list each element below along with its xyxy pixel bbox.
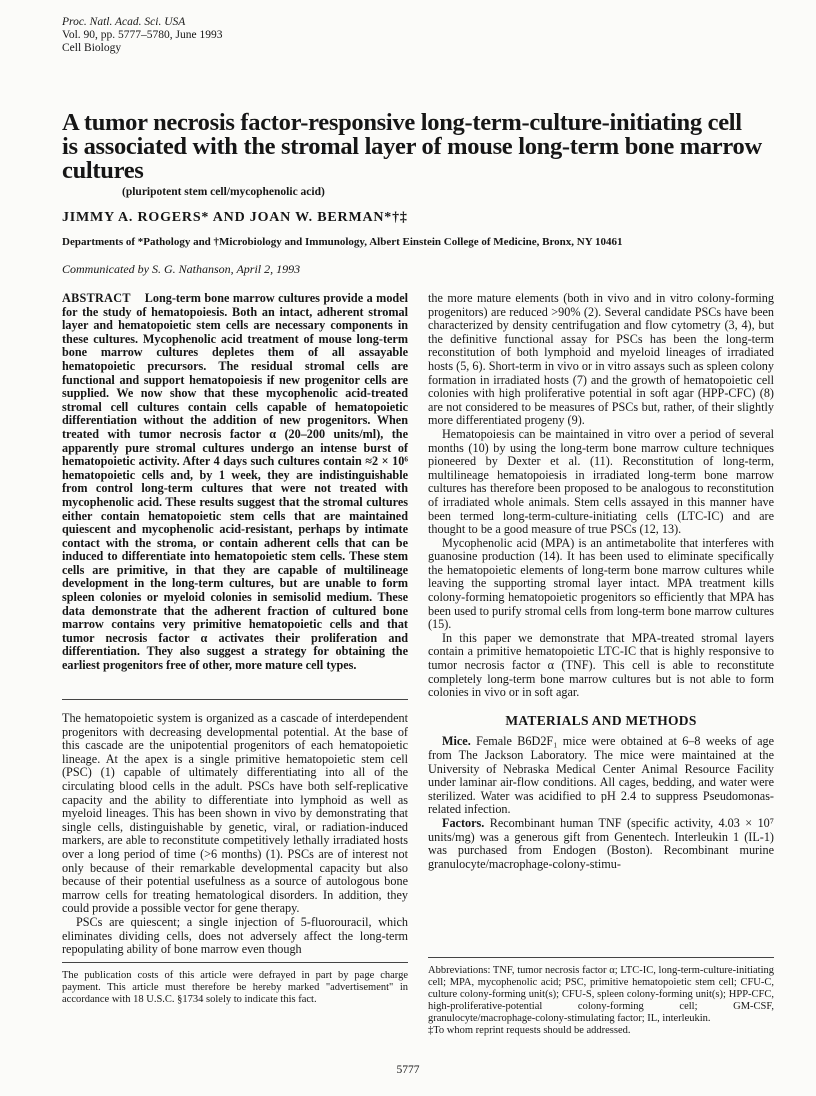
keywords: (pluripotent stem cell/mycophenolic acid) <box>122 186 325 198</box>
paragraph: In this paper we demonstrate that MPA-treated stromal layers contain a primitive hematopoietic LTC-IC that is highly responsive to tumor necrosis factor α (TNF). This cell is able to reconstitute completely long-term bone marrow cultures but is not able to form colonies in vivo or in soft agar. <box>428 630 774 700</box>
mice-text: Female B6D2F₁ mice were obtained at 6–8 weeks of age from The Jackson Laboratory. The mice were maintained at the University of Nebraska Medical Center Animal Resource Facility under laminar air-flow conditions. All cages, bedding, and water were sterilized. Water was acidified to pH 2.4 to suppress Pseudomonas-related infection. <box>428 734 774 817</box>
section-heading: MATERIALS AND METHODS <box>505 712 697 728</box>
journal-header <box>62 16 222 55</box>
abstract-text: Long-term bone marrow cultures provide a model for the study of hematopoiesis. Both an intact, adherent stromal layer and hematopoietic stem cells are necessary components in these cultures. Mycophenolic acid treatment of mouse long-term bone marrow cultures depletes them of all assayable hematopoietic precursors. The residual stromal cells are functional and support hematopoiesis if new progenitor cells are supplied. We now show that these mycophenolic acid-treated stromal cell cultures contain cells capable of hematopoietic differentiation without the addition of new progenitors. When treated with tumor necrosis factor α (20–200 units/ml), the apparently pure stromal cultures undergo an intense burst of hematopoietic activity. After 4 days such cultures contain ≈2 × 10⁶ hematopoietic cells and, by 1 week, they are indistinguishable from control long-term cultures that were not treated with mycophenolic acid. These results suggest that the stromal cultures either contain hematopoietic stem cells that are maintained quiescent and mycophenolic acid-resistant, perhaps by intimate contact with the stroma, or contain adherent cells that can be induced to differentiate into hematopoietic stem cells. These stem cells are primitive, in that they are capable of multilineage development in the long-term cultures, but are unable to form spleen colonies or myeloid colonies in semisolid medium. These data demonstrate that the adherent fraction of cultured bone marrow contains very primitive hematopoietic cells and that tumor necrosis factor α activates their proliferation and differentiation. They also suggest a strategy for obtaining the earliest progenitors free of other, more mature cell types. <box>62 291 408 673</box>
paragraph: PSCs are quiescent; a single injection of 5-fluorouracil, which eliminates dividing cells, does not adversely affect the long-term repopulating ability of bone marrow even though <box>62 914 408 957</box>
page-number: 5777 <box>396 1064 420 1076</box>
reprint-note: ‡To whom reprint requests should be addressed. <box>428 1025 631 1036</box>
factors-text: Recombinant human TNF (specific activity, 4.03 × 10⁷ units/mg) was a generous gift from Genentech. Interleukin 1 (IL-1) was purchased from Endogen (Boston). Recombinant murine granulocyte/macrophage-colony-stimu- <box>428 815 775 871</box>
paragraph <box>428 735 774 817</box>
paragraph: Hematopoiesis can be maintained in vitro over a period of several months (10) by using the long-term bone marrow culture techniques pioneered by Dexter et al. (11). Reconstitution of long-term, multilineage hematopoiesis in irradiated long-term bone marrow cultures has therefore been proposed to be analogous to reconstitution of irradiated whole animals. Stem cells assayed in this manner have been termed long-term-culture-initiating cells (LTC-IC) and are thought to be a good measure of true PSCs (12, 13). <box>428 426 774 537</box>
authors: JIMMY A. ROGERS* AND JOAN W. BERMAN*†‡ <box>62 210 408 225</box>
affiliation: Departments of *Pathology and †Microbiology and Immunology, Albert Einstein College of Medicine, Bronx, NY 10461 <box>62 236 623 248</box>
body-right-column <box>428 292 774 871</box>
abbreviations-footnote <box>428 965 774 1037</box>
paragraph: Mycophenolic acid (MPA) is an antimetabolite that interferes with guanosine production (14). It has been used to eliminate specifically the hematopoietic elements of long-term bone marrow cultures while leaving the supporting stromal layer intact. MPA treatment kills colony-forming hematopoietic progenitors so efficiently that MPA has been used to purify stromal cells from long-term bone marrow cultures (15). <box>428 535 774 632</box>
paragraph <box>428 817 774 871</box>
abstract-label: ABSTRACT <box>62 291 131 305</box>
abbreviations: Abbreviations: TNF, tumor necrosis factor α; LTC-IC, long-term-culture-initiating cell; MPA, mycophenolic acid; PSC, primitive hematopoietic stem cell; CFU-C, culture colony-forming unit(s); CFU-S, spleen colony-forming unit(s); HPP-CFC, high-proliferative-potential colony-forming cell; GM-CSF, granulocyte/macrophage-colony-stimulating factor; IL, interleukin. <box>428 965 774 1024</box>
volume-line: Vol. 90, pp. 5777–5780, June 1993 <box>62 29 223 41</box>
paragraph: the more mature elements (both in vivo and in vitro colony-forming progenitors) are reduced >90% (2). Several candidate PSCs have been characterized by density centrifugation and flow cytometry (3, 4), but the definitive functional assay for PSCs has been the long-term reconstitution of both lymphoid and myeloid lineages of irradiated hosts (5, 6). Short-term in vivo or in vitro assays such as spleen colony formation in irradiated hosts (7) and the growth of hematopoietic cell colonies with high proliferative potential in soft agar (HPP-CFC) (8) are not considered to be measures of PSCs but, rather, of their slightly more differentiated progeny (9). <box>428 291 774 428</box>
publication-cost-footnote: The publication costs of this article were defrayed in part by page charge payment. This article must therefore be hereby marked "advertisement" in accordance with 18 U.S.C. §1734 solely to indicate this fact. <box>62 970 408 1005</box>
abbreviations-divider <box>428 957 774 958</box>
run-in-heading: Mice. <box>442 734 471 749</box>
run-in-heading: Factors. <box>442 815 485 830</box>
section-name: Cell Biology <box>62 42 122 54</box>
article-title: A tumor necrosis factor-responsive long-term-culture-initiating cell is associated with the stromal layer of mouse long-term bone marrow cultures <box>62 109 762 184</box>
footnote-divider <box>62 962 408 963</box>
communicated-by: Communicated by S. G. Nathanson, April 2, 1993 <box>62 262 301 276</box>
body-left-column <box>62 712 408 957</box>
journal-name: Proc. Natl. Acad. Sci. USA <box>62 16 186 28</box>
abstract-divider <box>62 699 408 700</box>
abstract <box>62 292 408 673</box>
paragraph: The hematopoietic system is organized as a cascade of interdependent progenitors with decreasing developmental potential. At the base of this cascade are the unipotential progenitors of each hematopoietic lineage. At the apex is a single primitive hematopoietic stem cell (PSC) (1) capable of ultimately differentiating into all of the circulating blood cells in the adult. PSCs have both self-replicative capacity and the ability to differentiate into lymphoid as well as myeloid lineages. This has been shown in vivo by demonstrating that single cells, distinguishable by genetic, viral, or radiation-induced markers, are able to reconstitute competitively lethally irradiated hosts over a long period of time (>6 months) (1). PSCs are of interest not only because of their remarkable developmental capacity but also because of their potential usefulness as a source of autologous bone marrow cells for treating hematological disorders. In addition, they could provide a possible vector for gene therapy. <box>62 711 408 916</box>
